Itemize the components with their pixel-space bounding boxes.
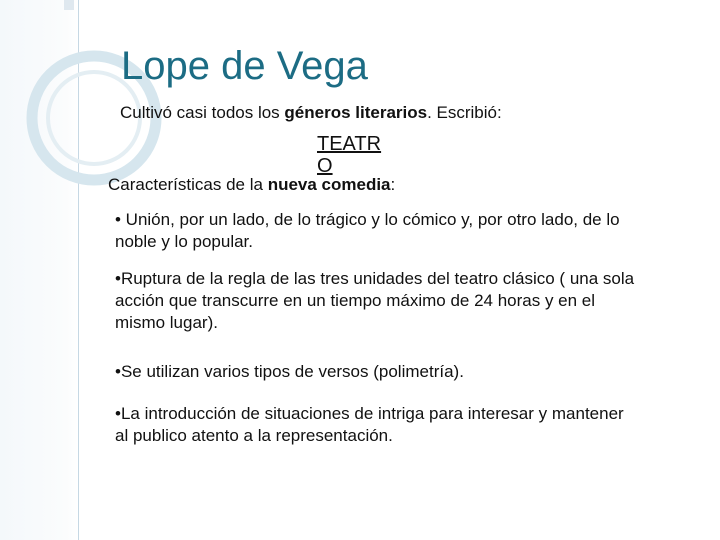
subtitle-prefix: Características de la bbox=[108, 175, 268, 194]
subtitle-suffix: : bbox=[390, 175, 396, 194]
subtitle-emphasis: nueva comedia bbox=[267, 175, 391, 194]
genre-word: TEATRO bbox=[317, 133, 382, 177]
intro-emphasis: géneros literarios bbox=[284, 103, 428, 122]
bullet-item-4: •La introducción de situaciones de intriga para interesar y mantener al publico atento a la representación. bbox=[115, 404, 624, 445]
intro-suffix: . Escribió: bbox=[427, 103, 502, 122]
intro-line bbox=[120, 103, 502, 123]
intro-prefix: Cultivó casi todos los bbox=[120, 103, 285, 122]
bullet-item-1: • Unión, por un lado, de lo trágico y lo cómico y, por otro lado, de lo noble y lo popular. bbox=[115, 210, 620, 251]
bullet-item-2: •Ruptura de la regla de las tres unidades del teatro clásico ( una sola acción que transcurre en un tiempo máximo de 24 horas y en el mismo lugar). bbox=[115, 269, 635, 332]
bullet-item-3: •Se utilizan varios tipos de versos (polimetría). bbox=[115, 362, 464, 381]
decorative-rings bbox=[0, 0, 180, 200]
subtitle-line bbox=[108, 175, 395, 195]
slide-title: Lope de Vega bbox=[121, 44, 368, 88]
